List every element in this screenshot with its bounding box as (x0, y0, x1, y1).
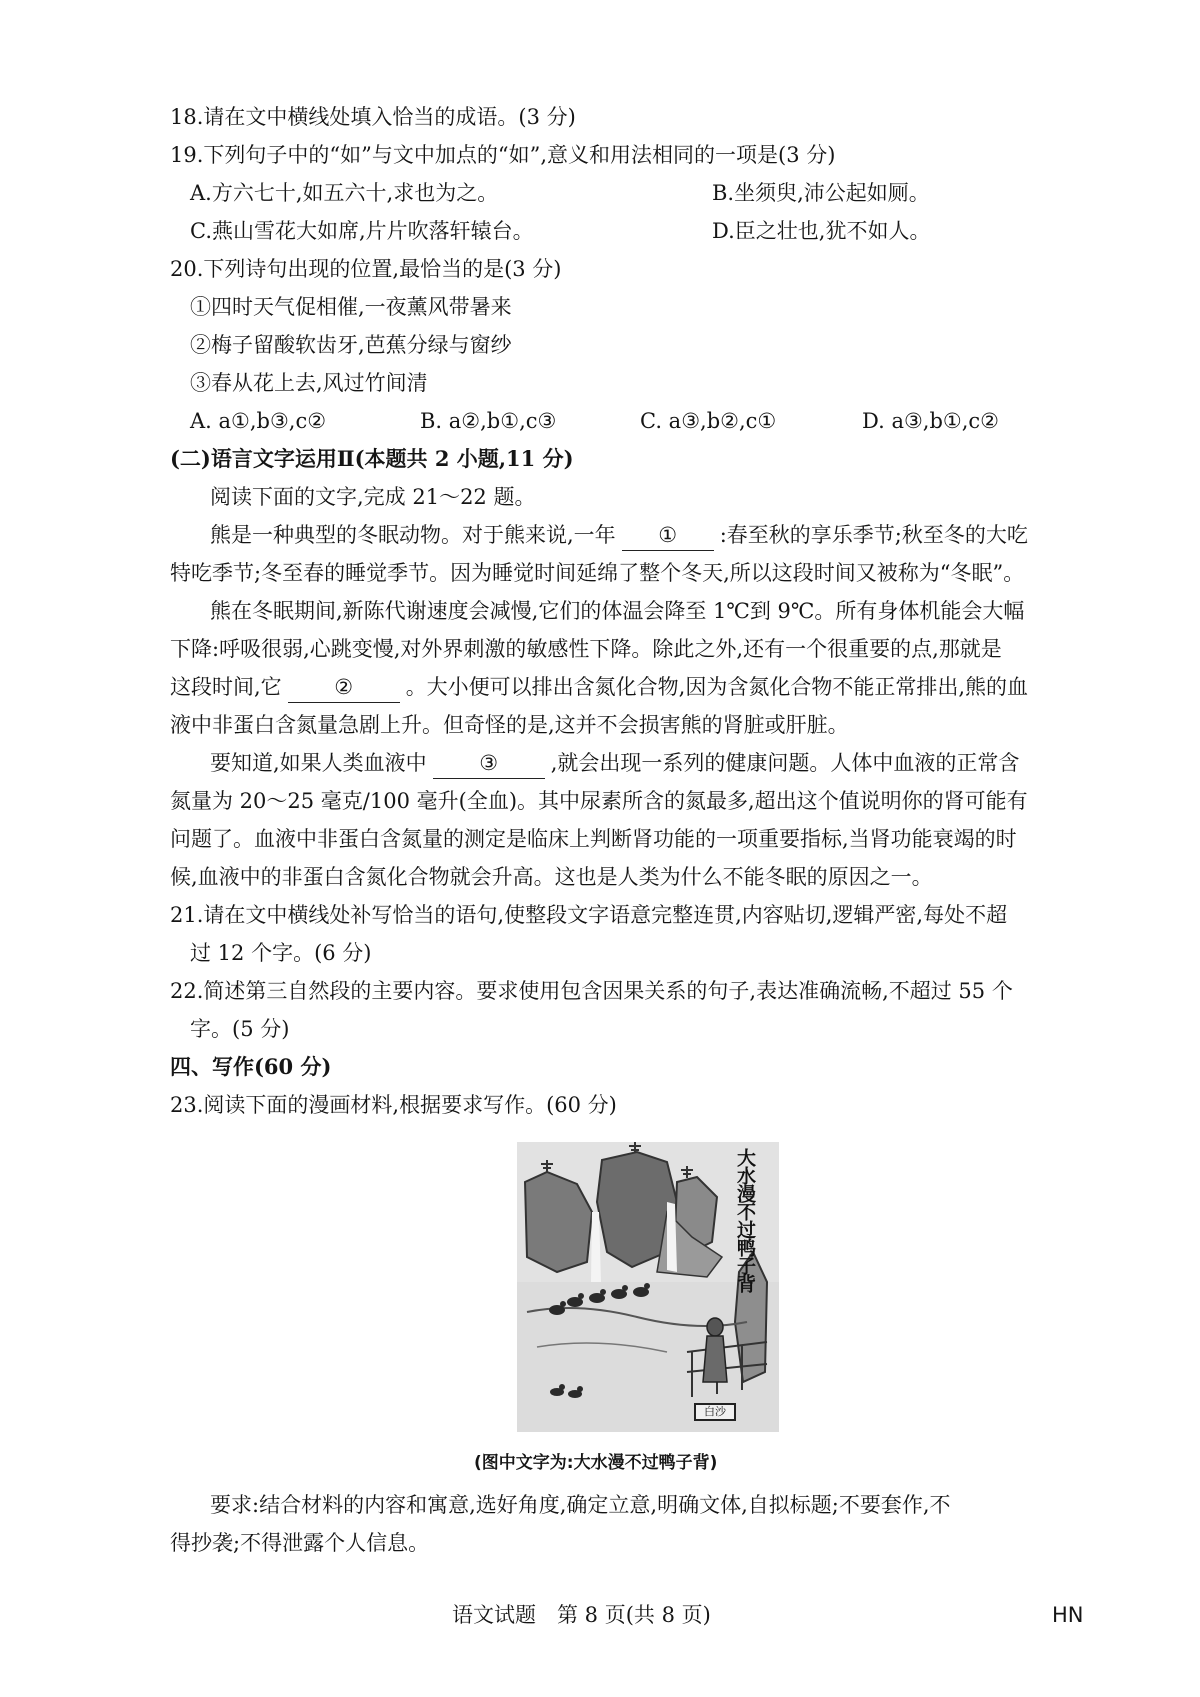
passage-text: 这段时间,它 (170, 675, 282, 699)
q20-option-b: B. a②,b①,c③ (420, 409, 557, 433)
blank-2: ② (288, 672, 400, 703)
q20-option-d: D. a③,b①,c② (862, 409, 999, 433)
passage-p2-line3 (170, 668, 1028, 706)
question-20-stem: 20.下列诗句出现的位置,最恰当的是(3 分) (170, 257, 562, 281)
writing-requirement-line2: 得抄袭;不得泄露个人信息。 (170, 1531, 430, 1555)
question-19-text: 19.下列句子中的“如”与文中加点的“如”,意义和用法相同的一项是(3 分) (170, 143, 836, 167)
poem-line-2: ②梅子留酸软齿牙,芭蕉分绿与窗纱 (190, 333, 512, 357)
question-19-stem (170, 136, 835, 174)
passage-p3-line3: 问题了。血液中非蛋白含氮量的测定是临床上判断肾功能的一项重要指标,当肾功能衰竭的时 (170, 827, 1017, 851)
cartoon-caption: (图中文字为:大水漫不过鸭子背) (474, 1453, 718, 1473)
question-23-stem: 23.阅读下面的漫画材料,根据要求写作。(60 分) (170, 1093, 617, 1117)
blank-3: ③ (433, 748, 545, 779)
q20-option-c: C. a③,b②,c① (640, 409, 777, 433)
passage-p1-line2: 特吃季节;冬至春的睡觉季节。因为睡觉时间延绵了整个冬天,所以这段时间又被称为“冬眠”。 (170, 561, 1025, 585)
q19-option-c: C.燕山雪花大如席,片片吹落轩辕台。 (190, 219, 534, 243)
question-21-line1: 21.请在文中横线处补写恰当的语句,使整段文字语意完整连贯,内容贴切,逻辑严密,每处不超 (170, 903, 1008, 927)
passage-text: 熊是一种典型的冬眠动物。对于熊来说,一年 (210, 523, 616, 547)
passage-text: 。大小便可以排出含氮化合物,因为含氮化合物不能正常排出,熊的血 (405, 675, 1029, 699)
passage-p3-line2: 氮量为 20～25 毫克/100 毫升(全血)。其中尿素所含的氮最多,超出这个值说明你的肾可能有 (170, 789, 1028, 813)
cartoon-stamp: 白沙 (704, 1405, 726, 1418)
q19-option-b: B.坐须臾,沛公起如厕。 (712, 181, 930, 205)
question-22-line2: 字。(5 分) (190, 1017, 290, 1041)
passage-p2-line2: 下降:呼吸很弱,心跳变慢,对外界刺激的敏感性下降。除此之外,还有一个很重要的点,那就是 (170, 637, 1002, 661)
passage-p3-line1 (210, 744, 1019, 782)
q19-option-d: D.臣之壮也,犹不如人。 (712, 219, 931, 243)
passage-p1-line1 (210, 516, 1028, 554)
q19-option-a: A.方六七十,如五六十,求也为之。 (190, 181, 499, 205)
passage-p3-line4: 候,血液中的非蛋白含氮化合物就会升高。这也是人类为什么不能冬眠的原因之一。 (170, 865, 933, 889)
poem-line-3: ③春从花上去,风过竹间清 (190, 371, 428, 395)
page-code: HN (1052, 1603, 1084, 1627)
writing-requirement-line1: 要求:结合材料的内容和寓意,选好角度,确定立意,明确文体,自拟标题;不要套作,不 (210, 1493, 951, 1517)
passage-text: :春至秋的享乐季节;秋至冬的大吃 (719, 523, 1028, 547)
passage-p2-line1: 熊在冬眠期间,新陈代谢速度会减慢,它们的体温会降至 1℃到 9℃。所有身体机能会大幅 (210, 599, 1025, 623)
cartoon-calligraphy: 大水漫不过鸭子背 (734, 1148, 756, 1292)
section-4-heading: 四、写作(60 分) (170, 1054, 332, 1079)
passage-p2-line4: 液中非蛋白含氮量急剧上升。但奇怪的是,这并不会损害熊的肾脏或肝脏。 (170, 713, 849, 737)
poem-line-1: ①四时天气促相催,一夜薰风带暑来 (190, 295, 512, 319)
question-22-line1: 22.简述第三自然段的主要内容。要求使用包含因果关系的句子,表达准确流畅,不超过 55 个 (170, 979, 1013, 1003)
question-21-line2: 过 12 个字。(6 分) (190, 941, 372, 965)
section-2-intro: 阅读下面的文字,完成 21～22 题。 (210, 485, 536, 509)
passage-text: ,就会出现一系列的健康问题。人体中血液的正常含 (550, 751, 1020, 775)
question-18: 18.请在文中横线处填入恰当的成语。(3 分) (170, 105, 576, 129)
blank-1: ① (622, 520, 714, 551)
page-footer: 语文试题 第 8 页(共 8 页) (452, 1603, 711, 1627)
q20-option-a: A. a①,b③,c② (190, 409, 327, 433)
section-2-heading: (二)语言文字运用Ⅱ(本题共 2 小题,11 分) (170, 446, 574, 471)
cartoon-image (517, 1142, 779, 1432)
passage-text: 要知道,如果人类血液中 (210, 751, 427, 775)
